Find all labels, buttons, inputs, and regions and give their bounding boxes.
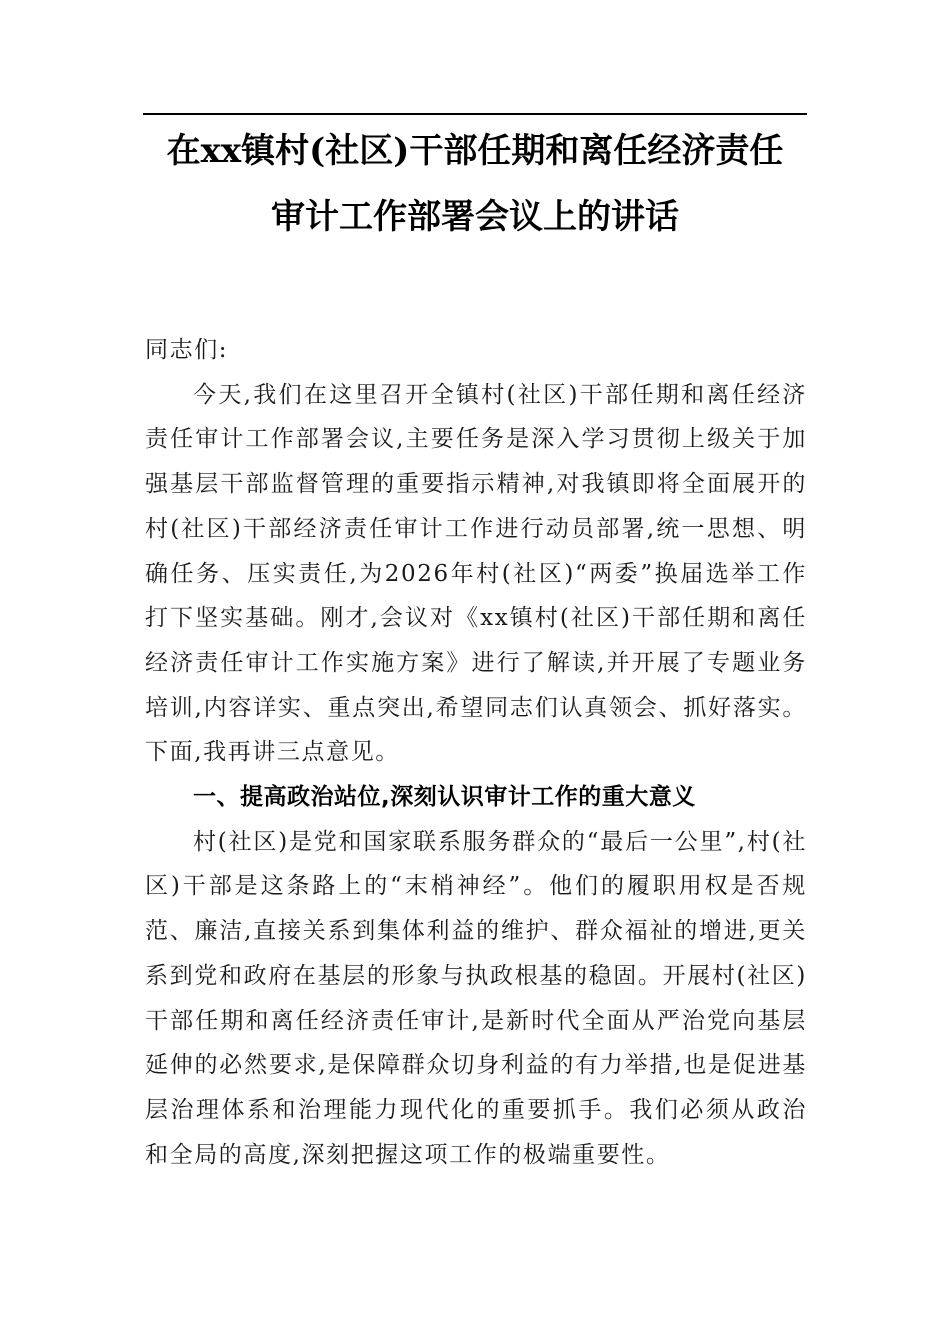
header-rule: [143, 113, 807, 115]
document-title-line-2: 审计工作部署会议上的讲话: [271, 197, 679, 237]
section-1-heading: 一、提高政治站位,深刻认识审计工作的重大意义: [193, 784, 696, 811]
document-title-line-1: 在xx镇村(社区)干部任期和离任经济责任: [166, 131, 784, 171]
salutation: 同志们:: [145, 337, 229, 363]
section-1-paragraph: 村(社区)是党和国家联系服务群众的“最后一公里”,村(社区)干部是这条路上的“末梢神经”。他们的履职用权是否规范、廉洁,直接关系到集体利益的维护、群众福祉的增进,更关系到党和政府在基层的形象与执政根基的稳固。开展村(社区)干部任期和离任经济责任审计,是新时代全面从严治党向基层延伸的必然要求,是保障群众切身利益的有力举措,也是促进基层治理体系和治理能力现代化的重要抓手。我们必须从政治和全局的高度,深刻把握这项工作的极端重要性。: [145, 828, 807, 1168]
intro-paragraph: 今天,我们在这里召开全镇村(社区)干部任期和离任经济责任审计工作部署会议,主要任务是深入学习贯彻上级关于加强基层干部监督管理的重要指示精神,对我镇即将全面展开的村(社区)干部经济责任审计工作进行动员部署,统一思想、明确任务、压实责任,为2026年村(社区)“两委”换届选举工作打下坚实基础。刚才,会议对《xx镇村(社区)干部任期和离任经济责任审计工作实施方案》进行了解读,并开展了专题业务培训,内容详实、重点突出,希望同志们认真领会、抓好落实。下面,我再讲三点意见。: [145, 381, 807, 766]
document-body: [145, 328, 807, 1177]
